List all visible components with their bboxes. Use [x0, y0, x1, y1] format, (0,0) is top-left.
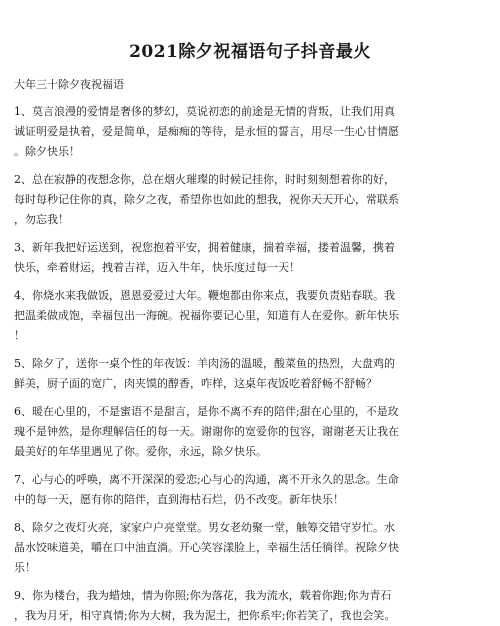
paragraph-line: ，我为月牙，相守真情;你为大树，我为泥土，把你系牢;你若笑了，我也会笑。 — [14, 609, 396, 622]
paragraph-line: 快乐，牵着财运，拽着吉祥，迈入牛年，快乐度过每一天！ — [14, 261, 300, 274]
wish-paragraph-1 — [14, 102, 485, 162]
paragraph-line: 中的每一天，愿有你的陪伴，直到海枯石烂，仍不改变。新年快乐！ — [14, 493, 344, 506]
wish-paragraph-4 — [14, 286, 485, 346]
paragraph-line: 4、你烧水来我做饭，恩恩爱爱过大年。鞭炮都由你来点，我要负责贴春联。我 — [14, 289, 395, 302]
paragraph-line: 9、你为楼台，我为蜡烛，情为你照;你为落花，我为流水，载着你跑;你为青石 — [14, 589, 392, 602]
wish-paragraph-9 — [14, 586, 485, 626]
paragraph-line: 把温柔做成饱，幸福包出一海碗。祝福你要记心里，知道有人在爱你。新年快乐 — [14, 309, 399, 322]
paragraph-line: 8、除夕之夜灯火亮，家家户户亮堂堂。男女老幼聚一堂，触筹交错守岁忙。水 — [14, 521, 395, 534]
paragraph-line: 2、总在寂静的夜想念你，总在烟火璀璨的时候记挂你，时时刻刻想着你的好， — [14, 173, 395, 186]
paragraph-line: 5、除夕了，送你一桌个性的年夜饭：羊肉汤的温暖，酸菜鱼的热烈，大盘鸡的 — [14, 357, 395, 370]
paragraph-line: 乐！ — [14, 561, 36, 574]
paragraph-line: 每时每秒记住你的真，除夕之夜，希望你也如此的想我，祝你天天开心，常联系 — [14, 193, 399, 206]
document-body — [0, 76, 500, 626]
paragraph-line: ！ — [14, 329, 25, 342]
paragraph-line: 瑰不是钟然，是你理解信任的每一天。谢谢你的宽爱你的包容，谢谢老天让我在 — [14, 425, 399, 438]
paragraph-line: 7、心与心的呼唤，离不开深深的爱恋;心与心的沟通，离不开永久的思念。生命 — [14, 473, 399, 486]
wish-paragraph-8 — [14, 518, 485, 578]
paragraph-line: 1、莫言浪漫的爱情是奢侈的梦幻，莫说初恋的前途是无情的背叛，让我们用真 — [14, 105, 395, 118]
wish-paragraph-5 — [14, 354, 485, 394]
document-title: 2021除夕祝福语句子抖音最火 — [129, 42, 371, 62]
paragraph-line: ，勿忘我！ — [14, 213, 69, 226]
wish-paragraph-7 — [14, 470, 485, 510]
wish-paragraph-6 — [14, 402, 485, 462]
paragraph-line: 鲜美，厨子面的宽广，肉夹馍的醇香，咋样，这桌年夜饭吃着舒畅不舒畅？ — [14, 377, 377, 390]
paragraph-line: 6、暖在心里的，不是蜜语不是甜言，是你不离不弃的陪伴;甜在心里的，不是玫 — [14, 405, 399, 418]
paragraph-line: 晶水饺味道美，嚼在口中油直淌。开心笑容漾脸上，幸福生活任徜徉。祝除夕快 — [14, 541, 399, 554]
wish-paragraph-2 — [14, 170, 485, 230]
wish-paragraph-3 — [14, 238, 485, 278]
paragraph-line: 。除夕快乐！ — [14, 145, 80, 158]
paragraph-line: 最美好的年华里遇见了你。爱你，永远，除夕快乐。 — [14, 445, 267, 458]
paragraph-line: 3、新年我把好运送到，祝您抱着平安，拥着健康，揣着幸福，搂着温馨，携着 — [14, 241, 395, 254]
paragraph-line: 诚证明爱是执着，爱是简单，是痴痴的等待，是永恒的誓言，用尽一生心甘情愿 — [14, 125, 399, 138]
document-subtitle: 大年三十除夕夜祝福语 — [14, 78, 124, 91]
